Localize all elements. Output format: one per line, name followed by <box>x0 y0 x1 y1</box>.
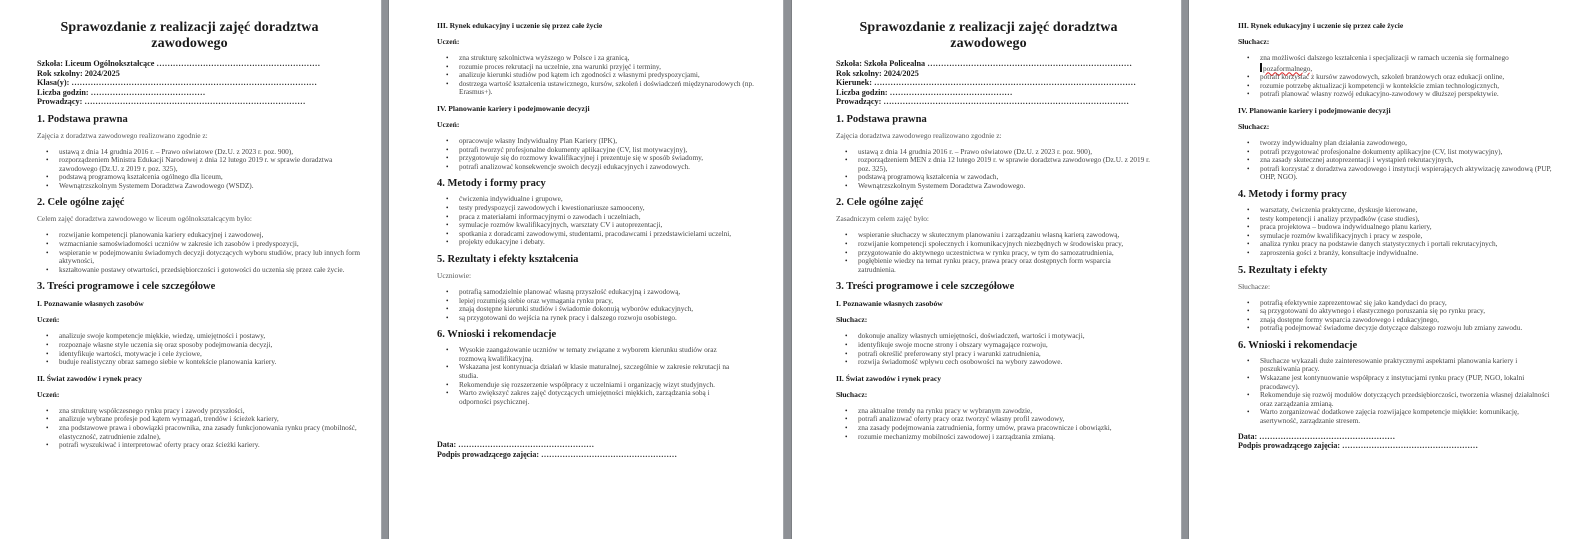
list-item: • potrafi wyszukiwać i interpretować oferty pracy oraz ścieżki kariery. <box>59 441 364 450</box>
list-item: • analizuje kierunki studiów pod kątem ich zgodności z własnymi predyspozycjami, <box>459 71 764 80</box>
list-item: • Wskazane jest kontynuowanie współpracy z instytucjami rynku pracy (PUP, NGO, lokalni pracodawcy). <box>1260 374 1555 391</box>
list-item: • Rekomenduje się rozszerzenie współpracy z uczelniami i organizację wizyt studyjnych. <box>459 381 739 390</box>
conclusions-list <box>1238 357 1555 426</box>
list-item: • identyfikuje swoje mocne strony i obszary wymagające rozwoju, <box>858 341 1163 350</box>
subsection-heading-job-market: II. Świat zawodów i rynek pracy <box>37 373 143 383</box>
legal-basis-list <box>37 148 364 191</box>
section-heading-methods: 4. Metody i formy pracy <box>437 178 546 190</box>
list-item: • rozumie mechanizmy mobilności zawodowej i zarządzania zmianą. <box>858 433 1118 442</box>
list-item: • rozumie potrzebę aktualizacji kompetencji w kontekście zmian technologicznych, <box>1260 82 1560 91</box>
list-item: • tworzy indywidualny plan działania zawodowego, <box>1260 139 1560 148</box>
header-fields <box>37 59 381 107</box>
subject-label: Słuchacz: <box>836 315 868 325</box>
education-market-list <box>1238 54 1560 99</box>
document-page-3 <box>792 0 1181 539</box>
list-item: • ustawą z dnia 14 grudnia 2016 r. – Prawo oświatowe (Dz.U. z 2023 r. poz. 900), <box>858 148 1163 157</box>
list-item: • Słuchacze wykazali duże zainteresowanie praktycznymi aspektami planowania kariery i poszukiwania pracy. <box>1260 357 1555 374</box>
list-item: • spotkania z doradcami zawodowymi, studentami, pracodawcami i przedstawicielami uczelni, <box>459 230 764 239</box>
list-item: • potrafi analizować oferty pracy oraz tworzyć własny profil zawodowy, <box>858 415 1118 424</box>
section-intro: Uczniowie: <box>437 270 472 280</box>
career-planning-list <box>437 137 764 171</box>
list-item: • ustawą z dnia 14 grudnia 2016 r. – Prawo oświatowe (Dz.U. z 2023 r. poz. 900), <box>59 148 364 157</box>
list-item: • zna aktualne trendy na rynku pracy w wybranym zawodzie, <box>858 407 1118 416</box>
list-item: • są przygotowani do aktywnego i elastycznego poruszania się po rynku pracy, <box>1260 307 1550 316</box>
field-class: Klasa(y): ……………………………………………………………………………… <box>37 78 317 87</box>
list-item: • zna podstawowe prawa i obowiązki pracownika, zna zasady funkcjonowania rynku pracy (mobilność, elastyczność, zatrudnienie zdalne), <box>59 424 364 441</box>
list-item: • dostrzega wartość kształcenia ustawicznego, kursów, szkoleń i doświadczeń międzynarodowych (np. Erasmus+). <box>459 80 764 97</box>
header-fields <box>836 59 1181 107</box>
section-intro: Zajęcia doradztwa zawodowego realizowano zgodnie z: <box>836 130 1002 140</box>
conclusions-list <box>437 346 739 406</box>
section-intro: Celem zajęć doradztwa zawodowego w liceum ogólnokształcącym było: <box>37 214 252 224</box>
list-item: • kształtowanie postawy otwartości, przedsiębiorczości i gotowości do uczenia się przez całe życie. <box>59 266 364 275</box>
section-heading-results: 5. Rezultaty i efekty kształcenia <box>437 253 579 265</box>
list-item: • praca projektowa – budowa indywidualnego planu kariery, <box>1260 223 1560 232</box>
list-item: • rozwija świadomość wpływu cech osobowości na wybory zawodowe. <box>858 358 1163 367</box>
list-item: • wzmacnianie samoświadomości uczniów w zakresie ich zasobów i predyspozycji, <box>59 240 364 249</box>
spellcheck-marked-word[interactable]: pozaformalnego, <box>1263 63 1313 73</box>
list-item: • zna strukturę szkolnictwa wyższego w Polsce i za granicą, <box>459 54 764 63</box>
list-item: • znają dostępne kierunki studiów i świadomie dokonują wyborów edukacyjnych, <box>459 305 764 314</box>
career-planning-list <box>1238 139 1560 182</box>
list-item: • potrafi korzystać z doradztwa zawodowego i instytucji wspierających aktywizację zawodową (PUP, OHP, NGO). <box>1260 165 1560 182</box>
list-item: • zna zasady podejmowania zatrudnienia, formy umów, prawa pracownicze i obowiązki, <box>858 424 1118 433</box>
section-heading-program-content: 3. Treści programowe i cele szczegółowe <box>37 281 216 293</box>
section-heading-legal-basis: 1. Podstawa prawna <box>836 113 927 125</box>
methods-list <box>1238 206 1560 258</box>
legal-basis-list <box>836 148 1163 191</box>
list-item: • buduje realistyczny obraz samego siebie w kontekście planowania kariery. <box>59 358 364 367</box>
list-item: • symulacje rozmów kwalifikacyjnych i pracy w zespole, <box>1260 232 1560 241</box>
subject-label: Uczeń: <box>37 315 60 325</box>
subject-label: Słuchacz: <box>1238 121 1270 131</box>
methods-list <box>437 195 764 247</box>
document-title: Sprawozdanie z realizacji zajęć doradztwa zawodowego <box>60 20 319 51</box>
section-heading-methods: 4. Metody i formy pracy <box>1238 188 1347 200</box>
list-item: • podstawą programową kształcenia w zawodach, <box>858 173 1163 182</box>
page-separator <box>783 0 792 539</box>
field-school-year: Rok szkolny: 2024/2025 <box>836 68 919 78</box>
list-item: • pogłębienie wiedzy na temat rynku pracy, prawa pracy oraz dostępnych form wsparcia zatrudnienia. <box>858 257 1150 274</box>
list-item: • rozporządzeniem Ministra Edukacji Narodowej z dnia 12 lutego 2019 r. w sprawie doradztwa zawodowego (Dz.U. z 2019 r. poz. 325), <box>59 156 364 173</box>
education-market-list <box>437 54 764 97</box>
subject-label: Uczeń: <box>37 389 60 399</box>
document-title: Sprawozdanie z realizacji zajęć doradztwa zawodowego <box>859 20 1118 51</box>
subject-label: Uczeń: <box>437 37 460 46</box>
subsection-heading-job-market: II. Świat zawodów i rynek pracy <box>836 373 942 383</box>
list-item: • potrafią podejmować świadome decyzje dotyczące dalszego rozwoju lub zmiany zawodu. <box>1260 324 1550 333</box>
list-item: • rozumie proces rekrutacji na uczelnie, zna warunki przyjęć i terminy, <box>459 63 764 72</box>
list-item: • przygotowanie do aktywnego uczestnictwa w rynku pracy, w tym do samozatrudnienia, <box>858 249 1150 258</box>
list-item: • praca z materiałami informacyjnymi o zawodach i uczelniach, <box>459 213 764 222</box>
list-item: • analiza rynku pracy na podstawie danych statystycznych i portali rekrutacyjnych, <box>1260 240 1560 249</box>
section-intro: Zasadniczym celem zajęć było: <box>836 214 929 224</box>
list-item: • rozpoznaje własne style uczenia się oraz sposoby podejmowania decyzji, <box>59 341 364 350</box>
results-list <box>437 288 764 322</box>
list-item: • Wysokie zaangażowanie uczniów w tematy związane z wyborem kierunku studiów oraz rozmową kwalifikacyjną. <box>459 346 739 363</box>
list-item: • Wewnątrzszkolnym Systemem Doradztwa Zawodowego. <box>858 182 1163 191</box>
list-item: • Wewnątrzszkolnym Systemem Doradztwa Zawodowego (WSDZ). <box>59 182 364 191</box>
list-item: • potrafi planować własny rozwój edukacyjno-zawodowy w dłuższej perspektywie. <box>1260 90 1560 99</box>
results-list <box>1238 299 1550 333</box>
list-item: • podstawą programową kształcenia ogólnego dla liceum, <box>59 173 364 182</box>
job-market-list <box>37 407 364 450</box>
section-intro: Słuchacze: <box>1238 281 1271 291</box>
list-item: • identyfikuje wartości, motywacje i cele życiowe, <box>59 350 364 359</box>
list-item: • są przygotowani do wejścia na rynek pracy i dalszego rozwoju osobistego. <box>459 314 764 323</box>
list-item: • testy predyspozycji zawodowych i kwestionariusze samooceny, <box>459 204 764 213</box>
page-separator <box>1181 0 1189 539</box>
list-item: • potrafi analizować konsekwencje swoich decyzji edukacyjnych i zawodowych. <box>459 163 764 172</box>
subject-label: Słuchacz: <box>1238 37 1270 46</box>
section-heading-results: 5. Rezultaty i efekty <box>1238 264 1328 276</box>
subject-label: Uczeń: <box>437 119 460 129</box>
self-knowledge-list <box>836 332 1163 366</box>
section-heading-legal-basis: 1. Podstawa prawna <box>37 113 128 125</box>
field-hours: Liczba godzin: ……………………………………… <box>836 87 1013 97</box>
list-item: • Warto zorganizować dodatkowe zajęcia rozwijające kompetencje miękkie: komunikację, asertywność, zarządzanie stresem. <box>1260 408 1555 425</box>
subsection-heading-self-knowledge: I. Poznawanie własnych zasobów <box>836 299 943 309</box>
general-goals-list <box>836 231 1150 274</box>
document-page-1 <box>0 0 381 539</box>
field-hours: Liczba godzin: …………………………………… <box>37 87 206 97</box>
list-item: • ćwiczenia indywidualne i grupowe, <box>459 195 764 204</box>
text-cursor <box>1260 63 1262 72</box>
list-item: • Rekomenduje się rozwój modułów dotyczących przedsiębiorczości, tworzenia własnej działalności oraz zarządzania zmianą. <box>1260 391 1555 408</box>
list-item: • potrafią efektywnie zaprezentować się jako kandydaci do pracy, <box>1260 299 1550 308</box>
subsection-heading-career-planning: IV. Planowanie kariery i podejmowanie decyzji <box>1238 105 1391 115</box>
subsection-heading-career-planning: IV. Planowanie kariery i podejmowanie decyzji <box>437 103 590 113</box>
field-school-year: Rok szkolny: 2024/2025 <box>37 68 120 78</box>
subsection-heading-education-market: III. Rynek edukacyjny i uczenie się przez całe życie <box>437 21 603 30</box>
section-intro: Zajęcia z doradztwa zawodowego realizowano zgodnie z: <box>37 130 208 140</box>
list-item: • potrafią samodzielnie planować własną przyszłość edukacyjną i zawodową, <box>459 288 764 297</box>
list-item: • warsztaty, ćwiczenia praktyczne, dyskusje kierowane, <box>1260 206 1560 215</box>
field-school: Szkoła: Liceum Ogólnokształcące …………………………………………………… <box>37 59 321 68</box>
signature-field: Podpis prowadzącego zajęcia: …………………………………………… <box>1238 441 1479 451</box>
list-item: • rozporządzeniem MEN z dnia 12 lutego 2019 r. w sprawie doradztwa zawodowego (Dz.U. z 2019 r. poz. 325), <box>858 156 1163 173</box>
list-item: • testy kompetencji i analizy przypadków (case studies), <box>1260 215 1560 224</box>
section-heading-program-content: 3. Treści programowe i cele szczegółowe <box>836 281 1015 293</box>
document-page-2 <box>389 0 783 539</box>
list-item: • zna strukturę współczesnego rynku pracy i zawody przyszłości, <box>59 407 364 416</box>
date-field: Data: …………………………………………… <box>437 440 595 450</box>
page-separator <box>381 0 389 539</box>
list-item: • zna zasady skutecznej autoprezentacji i wystąpień rekrutacyjnych, <box>1260 156 1560 165</box>
list-item: • wspieranie słuchaczy w skutecznym planowaniu i zarządzaniu własną karierą zawodową, <box>858 231 1150 240</box>
list-item: • potrafi tworzyć profesjonalne dokumenty aplikacyjne (CV, list motywacyjny), <box>459 146 764 155</box>
field-teacher: Prowadzący: ……………………………………………………………………………… <box>836 97 1129 106</box>
job-market-list <box>836 407 1118 441</box>
general-goals-list <box>37 231 364 274</box>
list-item: • przygotowuje się do rozmowy kwalifikacyjnej i prezentuje się w sposób świadomy, <box>459 154 764 163</box>
subject-label: Słuchacz: <box>836 389 868 399</box>
list-item: • Warto zwiększyć zakres zajęć dotyczących umiejętności miękkich, zarządzania sobą i odporności psychicznej. <box>459 389 739 406</box>
list-item: • symulacje rozmów kwalifikacyjnych, warsztaty CV i autoprezentacji, <box>459 221 764 230</box>
list-item: • zaproszenia gości z branży, konsultacje indywidualne. <box>1260 249 1560 258</box>
section-heading-general-goals: 2. Cele ogólne zajęć <box>836 197 924 209</box>
field-teacher: Prowadzący: ……………………………………………………………………… <box>37 97 306 106</box>
list-item: • wspieranie w podejmowaniu świadomych decyzji dotyczących wyboru studiów, pracy lub innych form aktywności, <box>59 249 364 266</box>
list-item: • projekty edukacyjne i debaty. <box>459 238 764 247</box>
list-item: • Wskazana jest kontynuacja działań w klasie maturalnej, szczególnie w zakresie rekrutacji na studia. <box>459 363 739 380</box>
subsection-heading-self-knowledge: I. Poznawanie własnych zasobów <box>37 299 144 309</box>
subsection-heading-education-market: III. Rynek edukacyjny i uczenie się przez całe życie <box>1238 21 1404 30</box>
document-page-4 <box>1189 0 1594 539</box>
field-school: Szkoła: Szkoła Policealna ………………………………………………………………… <box>836 59 1132 68</box>
list-item: • lepiej rozumieją siebie oraz wymagania rynku pracy, <box>459 297 764 306</box>
list-item: • analizuje wybrane profesje pod kątem wymagań, trendów i ścieżek kariery, <box>59 415 364 424</box>
list-item: • zna możliwości dalszego kształcenia i specjalizacji w ramach uczenia się formalnego pozaformalnego, <box>1260 54 1560 73</box>
section-heading-conclusions: 6. Wnioski i rekomendacje <box>437 329 557 341</box>
date-field: Data: …………………………………………… <box>1238 431 1396 441</box>
self-knowledge-list <box>37 332 364 366</box>
list-item: • rozwijanie kompetencji planowania kariery edukacyjnej i zawodowej, <box>59 231 364 240</box>
list-item: • potrafi korzystać z kursów zawodowych, szkoleń branżowych oraz edukacji online, <box>1260 73 1560 82</box>
list-item: • analizuje swoje kompetencje miękkie, wiedzę, umiejętności i postawy, <box>59 332 364 341</box>
section-heading-general-goals: 2. Cele ogólne zajęć <box>37 197 125 209</box>
list-item: • opracowuje własny Indywidualny Plan Kariery (IPK), <box>459 137 764 146</box>
list-item: • potrafi określić preferowany styl pracy i warunki zatrudnienia, <box>858 350 1163 359</box>
list-item: • dokonuje analizy własnych umiejętności, doświadczeń, wartości i motywacji, <box>858 332 1163 341</box>
field-major: Kierunek: …………………………………………………………………………………… <box>836 78 1136 87</box>
list-item: • znają dostępne formy wsparcia zawodowego i edukacyjnego, <box>1260 316 1550 325</box>
section-heading-conclusions: 6. Wnioski i rekomendacje <box>1238 339 1358 351</box>
list-item: • rozwijanie kompetencji społecznych i komunikacyjnych niezbędnych w środowisku pracy, <box>858 240 1150 249</box>
signature-field: Podpis prowadzącego zajęcia: …………………………………………… <box>437 449 678 459</box>
list-item: • potrafi przygotować profesjonalne dokumenty aplikacyjne (CV, list motywacyjny), <box>1260 148 1560 157</box>
